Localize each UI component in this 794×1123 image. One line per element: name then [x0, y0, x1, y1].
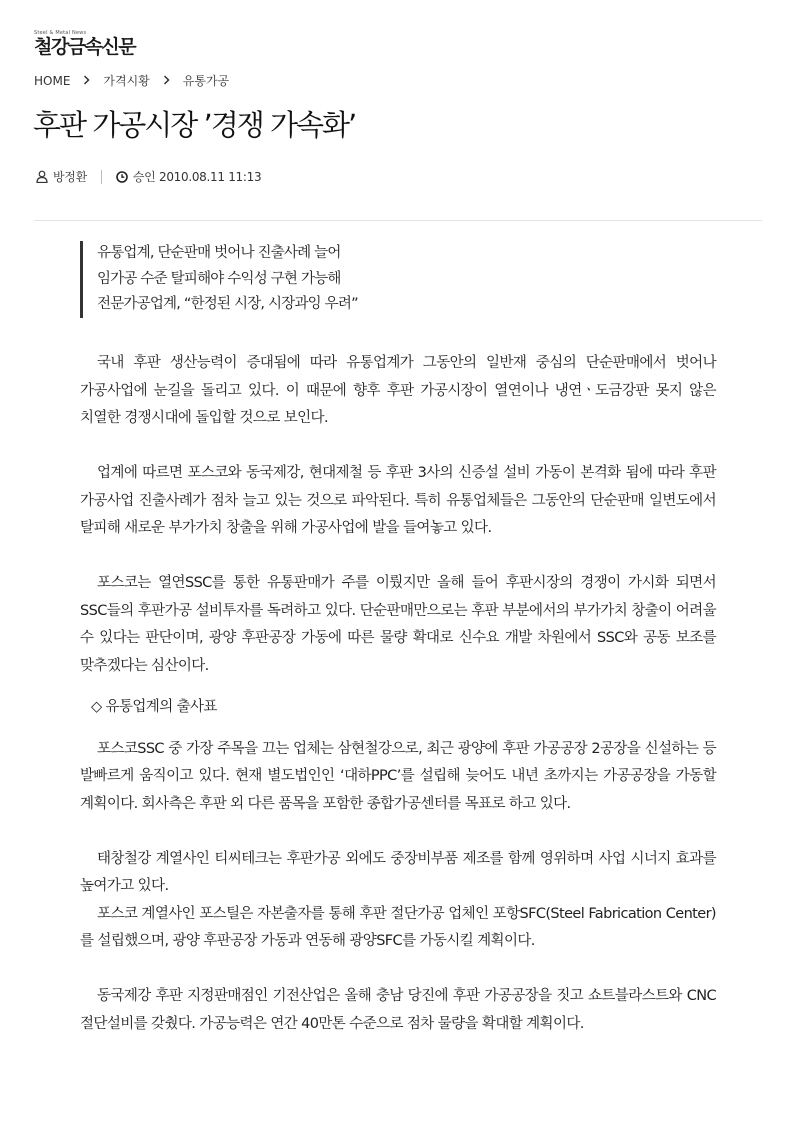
- article-meta: [36, 168, 261, 185]
- subtitle-line: 유통업계, 단순판매 벗어나 진출사례 늘어: [97, 245, 341, 261]
- subtitle-line: 전문가공업계, “한정된 시장, 시장과잉 우려”: [97, 296, 358, 312]
- subtitle-line: 임가공 수준 탈피해야 수익성 구현 가능해: [97, 270, 341, 287]
- article-body: [80, 350, 716, 1038]
- body-paragraph: 포스코는 열연SSC를 통한 유통판매가 주를 이뤘지만 올해 들어 후판시장의 경쟁이 가시화 되면서 SSC들의 후판가공 설비투자를 독려하고 있다. 단순판매만으로는 후판 부분에서의 부가가치 창출이 어려울 수 있다는 판단이며, 광양 후판공장 가동에 따른 물량 확대로 신수요 개발 차원에서 SSC와 공동 보조를 맞추겠다는 심산이다.: [80, 575, 716, 674]
- article-subtitles: [80, 241, 358, 318]
- breadcrumb-price[interactable]: 가격시황: [103, 74, 150, 88]
- author-name[interactable]: 방정환: [53, 170, 87, 184]
- body-paragraph: 포스코 계열사인 포스틸은 자본출자를 통해 후판 절단가공 업체인 포항SFC(Steel Fabrication Center)를 설립했으며, 광양 후판공장 가동과 연동해 광양SFC를 가동시킬 계획이다.: [80, 905, 716, 949]
- chevron-right-icon: [163, 74, 170, 88]
- section-heading: ◇ 유통업계의 출사표: [91, 699, 217, 715]
- header-divider: [34, 220, 762, 221]
- body-paragraph: 태창철강 계열사인 티씨테크는 후판가공 외에도 중장비부품 제조를 함께 영위하며 사업 시너지 효과를 높여가고 있다.: [80, 850, 716, 894]
- breadcrumb-distribution[interactable]: 유통가공: [182, 74, 230, 88]
- body-paragraph: 업계에 따르면 포스코와 동국제강, 현대제철 등 후판 3사의 신증설 설비 가동이 본격화 됨에 따라 후판 가공사업 진출사례가 점차 늘고 있는 것으로 파악된다. 특히 유통업체들은 그동안의 단순판매 일변도에서 탈피해 새로운 부가가치 창출을 위해 가공사업에 발을 들여놓고 있다.: [80, 465, 716, 536]
- site-logo[interactable]: [34, 30, 135, 58]
- breadcrumb: [34, 72, 229, 89]
- body-paragraph: 포스코SSC 중 가장 주목을 끄는 업체는 삼현철강으로, 최근 광양에 후판 가공공장 2공장을 신설하는 등 발빠르게 움직이고 있다. 현재 별도법인인 ‘대하PPC’를 설립해 늦어도 내년 초까지는 가공공장을 가동할 계획이다. 회사측은 후판 외 다른 품목을 포함한 종합가공센터를 목표로 하고 있다.: [80, 740, 716, 812]
- logo-subtitle: Steel & Metal News: [34, 30, 87, 36]
- article-title: 후판 가공시장 ’경쟁 가속화’: [33, 108, 356, 142]
- breadcrumb-home[interactable]: HOME: [34, 73, 71, 88]
- chevron-right-icon: [83, 74, 90, 88]
- approved-datetime: 승인 2010.08.11 11:13: [132, 170, 262, 184]
- person-icon: [36, 170, 48, 183]
- logo-title: 철강금속신문: [34, 36, 136, 58]
- meta-divider: [101, 170, 102, 184]
- clock-icon: [116, 171, 128, 183]
- body-paragraph: 동국제강 후판 지정판매점인 기전산업은 올해 충남 당진에 후판 가공공장을 짓고 쇼트블라스트와 CNC 절단설비를 갖췄다. 가공능력은 연간 40만톤 수준으로 점차 물량을 확대할 계획이다.: [80, 988, 716, 1032]
- body-paragraph: 국내 후판 생산능력이 증대됨에 따라 유통업계가 그동안의 일반재 중심의 단순판매에서 벗어나 가공사업에 눈길을 돌리고 있다. 이 때문에 향후 후판 가공시장이 열연이나 냉연ㆍ도금강판 못지 않은 치열한 경쟁시대에 돌입할 것으로 보인다.: [80, 355, 716, 426]
